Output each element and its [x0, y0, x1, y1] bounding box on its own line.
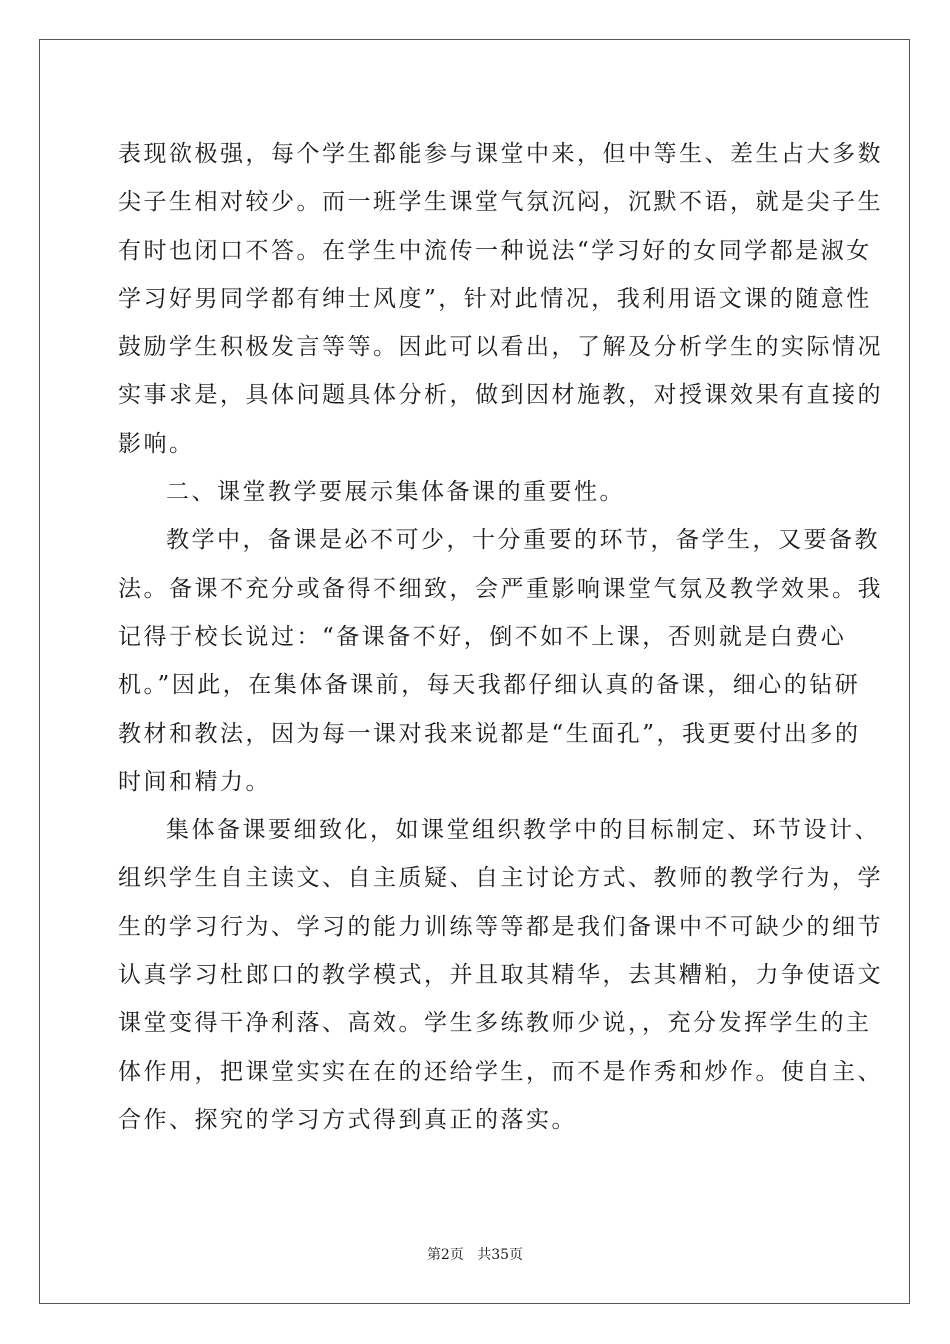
text-line: 尖子生相对较少。而一班学生课堂气氛沉闷，沉默不语，就是尖子生 — [118, 189, 883, 216]
text-line: 实事求是，具体问题具体分析，做到因材施教，对授课效果有直接的 — [118, 382, 883, 409]
text-line: 法。备课不充分或备得不细致，会严重影响课堂气氛及教学效果。我 — [118, 575, 883, 602]
text-line: 表现欲极强，每个学生都能参与课堂中来，但中等生、差生占大多数 — [118, 141, 883, 167]
text-line: 体作用，把课堂实实在在的还给学生，而不是作秀和炒作。使自主、 — [118, 1058, 883, 1085]
text-line: 生的学习行为、学习的能力训练等等都是我们备课中不可缺少的细节 — [118, 913, 883, 940]
page-number: 第2页 — [426, 1247, 464, 1263]
text-line: 教学中，备课是必不可少，十分重要的环节，备学生，又要备教 — [166, 527, 880, 554]
text-line: 有时也闭口不答。在学生中流传一种说法“学习好的女同学都是淑女 — [118, 237, 872, 264]
text-line: 时间和精力。 — [118, 768, 271, 795]
text-line: 影响。 — [118, 430, 195, 457]
text-line: 记得于校长说过：“备课备不好，倒不如不上课，否则就是白费心 — [118, 623, 847, 650]
page-total: 共35页 — [477, 1247, 524, 1263]
text-line: 组织学生自主读文、自主质疑、自主讨论方式、教师的教学行为，学 — [118, 865, 883, 892]
text-line: 教材和教法，因为每一课对我来说都是“生面孔”，我更要付出多的 — [118, 720, 861, 747]
document-body — [118, 130, 883, 1144]
text-line: 集体备课要细致化，如课堂组织教学中的目标制定、环节设计、 — [166, 817, 880, 844]
text-line: 认真学习杜郎口的教学模式，并且取其精华，去其糟粕，力争使语文 — [118, 962, 883, 989]
text-line: 鼓励学生积极发言等等。因此可以看出，了解及分析学生的实际情况 — [118, 334, 883, 361]
text-line: 合作、探究的学习方式得到真正的落实。 — [118, 1106, 577, 1133]
text-line: 学习好男同学都有绅士风度”，针对此情况，我利用语文课的随意性 — [118, 285, 872, 312]
text-line: 课堂变得干净利落、高效。学生多练教师少说，，充分发挥学生的主 — [118, 1010, 872, 1037]
page-footer — [0, 1244, 950, 1264]
text-line: 机。”因此，在集体备课前，每天我都仔细认真的备课，细心的钻研 — [118, 672, 861, 699]
section-heading: 二、课堂教学要展示集体备课的重要性。 — [166, 479, 625, 506]
